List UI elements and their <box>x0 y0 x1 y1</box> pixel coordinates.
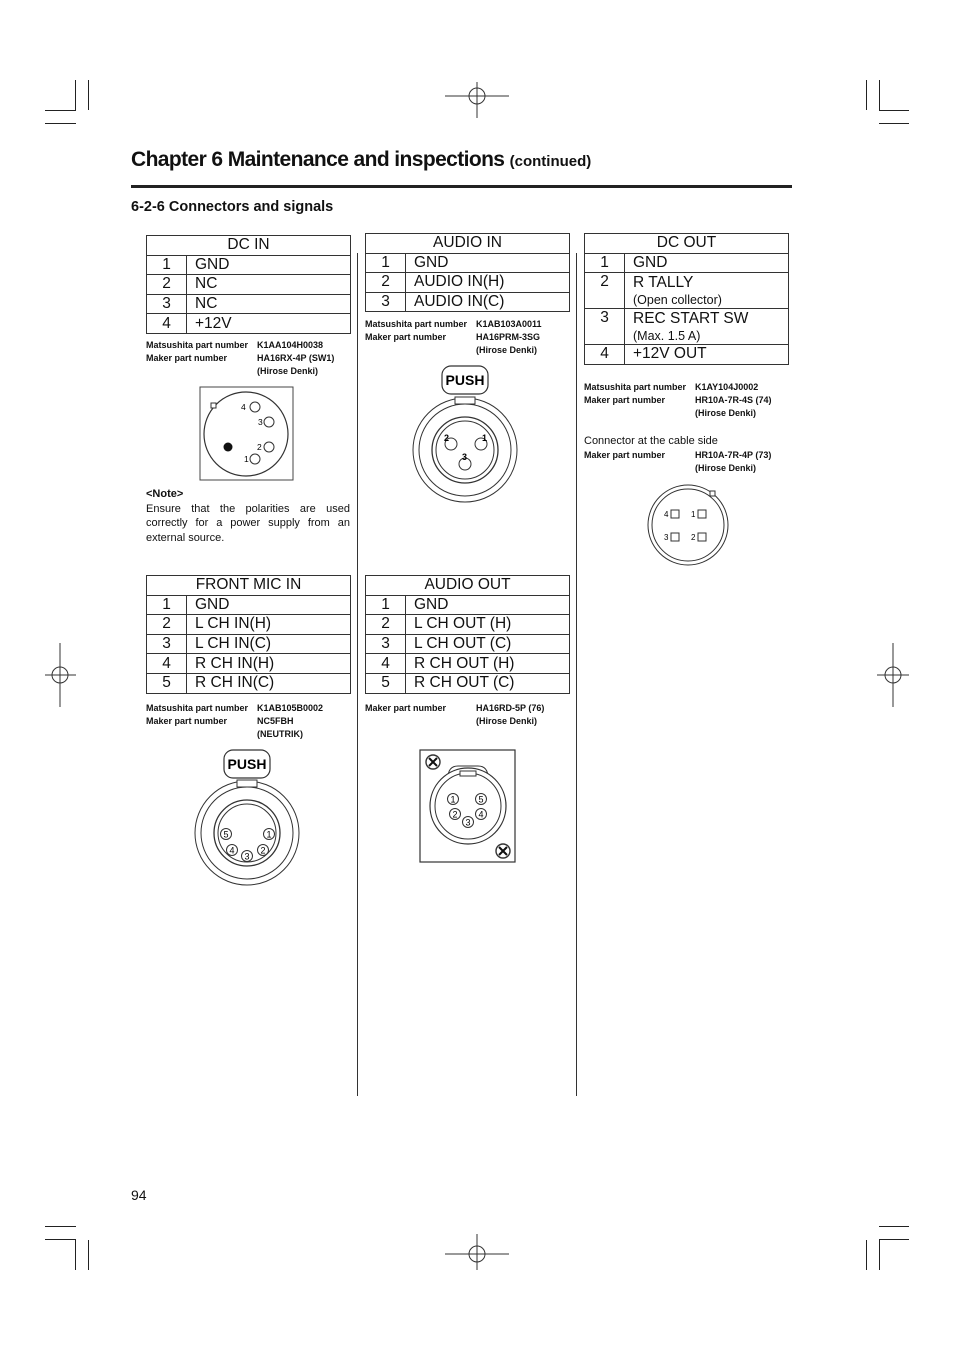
pin-label: 2 <box>444 433 450 443</box>
audio-out-part-numbers: Maker part number HA16RD-5P (76) (Hirose Denki) <box>365 703 545 726</box>
audio-out-connector-diagram <box>418 748 518 866</box>
audio-out-table <box>365 575 570 694</box>
pin-label: 4 <box>229 845 235 856</box>
audio-in-table <box>365 233 570 312</box>
pin-label: 1 <box>266 829 272 840</box>
table-row: 2 L CH OUT (H) <box>366 615 570 635</box>
pin-label: 3 <box>462 452 468 462</box>
table-row: 1 GND <box>147 595 351 615</box>
push-label: PUSH <box>445 372 485 388</box>
table-title: AUDIO IN <box>366 234 570 254</box>
pin-label: 2 <box>260 845 266 856</box>
section-heading: 6-2-6 Connectors and signals <box>131 199 334 215</box>
table-row: 3 REC START SW (Max. 1.5 A) <box>585 309 789 345</box>
cable-side-part-numbers: Maker part number HR10A-7R-4P (73) (Hirose Denki) <box>584 450 772 473</box>
table-row: 3 L CH IN(C) <box>147 634 351 654</box>
column-divider <box>576 253 577 1096</box>
pin-label: 4 <box>478 809 484 820</box>
pin-label: 2 <box>257 442 262 452</box>
page-title: Chapter 6 Maintenance and inspections (continued) <box>131 148 592 171</box>
page-number: 94 <box>131 1187 147 1203</box>
pin-label: 3 <box>465 817 471 828</box>
table-row: 1 GND <box>366 595 570 615</box>
table-row: 2 NC <box>147 275 351 295</box>
note-heading: <Note> <box>146 488 184 500</box>
title-rule <box>131 185 792 188</box>
screw-icon <box>426 755 440 769</box>
table-title: DC IN <box>147 236 351 256</box>
front-mic-in-connector-diagram <box>190 748 304 888</box>
table-row: 4 R CH IN(H) <box>147 654 351 674</box>
power-polarity-note <box>146 487 350 545</box>
note-text: Ensure that the polarities are used correctly for a power supply from an external source. <box>146 502 350 544</box>
pin-label: 4 <box>664 510 669 519</box>
continued-label: (continued) <box>509 153 592 170</box>
table-row: 2 R TALLY (Open collector) <box>585 273 789 309</box>
pin-label: 3 <box>244 851 250 862</box>
table-row: 5 R CH OUT (C) <box>366 673 570 693</box>
pin-label: 2 <box>691 533 696 542</box>
pin-label: 3 <box>258 417 263 427</box>
audio-in-connector-diagram <box>408 364 522 504</box>
table-title: FRONT MIC IN <box>147 576 351 596</box>
dc-in-connector-diagram <box>199 386 295 482</box>
column-divider <box>357 253 358 1096</box>
pin-label: 5 <box>478 794 484 805</box>
table-row: 2 L CH IN(H) <box>147 615 351 635</box>
pin-label: 1 <box>244 454 249 464</box>
pin-label: 3 <box>664 533 669 542</box>
screw-icon <box>496 844 510 858</box>
table-row: 3 AUDIO IN(C) <box>366 292 570 312</box>
pin-label: 2 <box>452 809 458 820</box>
push-label: PUSH <box>227 756 267 772</box>
table-row: 4 +12V <box>147 314 351 334</box>
table-row: 3 NC <box>147 294 351 314</box>
table-title: DC OUT <box>585 234 789 254</box>
table-row: 1 GND <box>147 255 351 275</box>
dc-out-part-numbers: Matsushita part number K1AY104J0002 Maker part number HR10A-7R-4S (74) (Hirose Denki) <box>584 382 772 418</box>
table-row: 3 L CH OUT (C) <box>366 634 570 654</box>
dc-out-table <box>584 233 789 365</box>
front-mic-in-part-numbers: Matsushita part number K1AB105B0002 Maker part number NC5FBH (NEUTRIK) <box>146 703 324 739</box>
dc-in-part-numbers: Matsushita part number K1AA104H0038 Maker part number HA16RX-4P (SW1) (Hirose Denki) <box>146 340 335 376</box>
pin-label: 1 <box>482 433 488 443</box>
dc-in-table <box>146 235 351 334</box>
table-row: 5 R CH IN(C) <box>147 673 351 693</box>
pin-label: 1 <box>450 794 456 805</box>
table-row: 1 GND <box>366 253 570 273</box>
pin-label: 4 <box>241 402 246 412</box>
dc-out-connector-diagram <box>645 482 733 570</box>
cable-side-label: Connector at the cable side <box>584 435 718 447</box>
table-row: 4 R CH OUT (H) <box>366 654 570 674</box>
table-row: 4 +12V OUT <box>585 345 789 365</box>
front-mic-in-table <box>146 575 351 694</box>
table-row: 1 GND <box>585 253 789 273</box>
audio-in-part-numbers: Matsushita part number K1AB103A0011 Maker part number HA16PRM-3SG (Hirose Denki) <box>365 319 542 355</box>
table-row: 2 AUDIO IN(H) <box>366 273 570 293</box>
pin-label: 1 <box>691 510 696 519</box>
pin-label: 5 <box>223 829 229 840</box>
table-title: AUDIO OUT <box>366 576 570 596</box>
